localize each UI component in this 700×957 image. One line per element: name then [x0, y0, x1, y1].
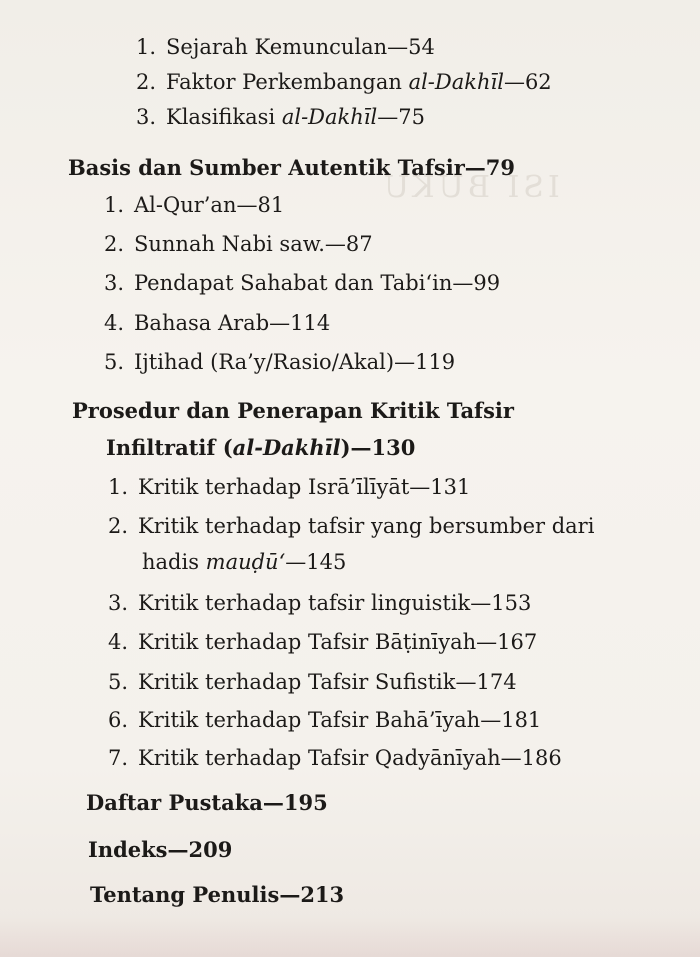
entry-text-italic: al-Dakhīl	[408, 70, 504, 94]
entry-number: 4.	[104, 311, 125, 335]
entry-text: Al-Qur’an—81	[134, 193, 285, 217]
entry-number: 2.	[108, 514, 129, 538]
entry-number: 7.	[108, 746, 129, 770]
entry-text: Kritik terhadap Tafsir Sufistik—174	[138, 670, 517, 694]
entry-page: —75	[377, 105, 425, 129]
page-edge-shadow	[0, 917, 700, 957]
heading-page: )—130	[340, 435, 416, 460]
toc-entry	[136, 69, 552, 95]
toc-entry	[136, 104, 425, 130]
entry-number: 3.	[108, 591, 129, 615]
entry-text: Bahasa Arab—114	[134, 311, 331, 335]
toc-entry	[108, 669, 517, 695]
toc-tentang-penulis: Tentang Penulis—213	[90, 882, 345, 907]
entry-text: Kritik terhadap Tafsir Bāṭinīyah—167	[138, 630, 538, 654]
section-heading-continuation	[106, 435, 415, 461]
entry-number: 6.	[108, 708, 129, 732]
section-heading: Prosedur dan Penerapan Kritik Tafsir	[72, 398, 514, 423]
entry-number: 2.	[104, 232, 125, 256]
entry-page: —62	[503, 70, 552, 94]
entry-number: 1.	[108, 475, 129, 499]
entry-text: Ijtihad (Ra’y/Rasio/Akal)—119	[134, 350, 456, 374]
toc-entry	[136, 34, 435, 60]
toc-entry	[108, 513, 594, 539]
entry-text: Kritik terhadap tafsir yang bersumber dari	[138, 514, 595, 538]
entry-number: 5.	[104, 350, 125, 374]
toc-daftar-pustaka: Daftar Pustaka—195	[86, 790, 328, 815]
entry-text: Sunnah Nabi saw.—87	[134, 232, 373, 256]
heading-text-italic: al-Dakhīl	[232, 435, 341, 460]
entry-text: hadis	[142, 550, 206, 574]
toc-entry	[104, 192, 284, 218]
toc-entry	[104, 310, 330, 336]
heading-text: Infiltratif (	[106, 435, 233, 460]
entry-number: 2.	[136, 70, 157, 94]
toc-indeks: Indeks—209	[88, 837, 233, 862]
toc-entry	[108, 474, 470, 500]
section-heading: Basis dan Sumber Autentik Tafsir—79	[68, 155, 516, 180]
entry-text: Faktor Perkembangan	[166, 70, 409, 94]
entry-number: 3.	[136, 105, 157, 129]
entry-number: 3.	[104, 271, 125, 295]
entry-text-italic: mauḍū‘	[205, 550, 286, 574]
bleed-through-decoration: ISI BUKU	[380, 170, 560, 205]
entry-text: Kritik terhadap Tafsir Bahā’īyah—181	[138, 708, 542, 732]
toc-entry	[108, 629, 537, 655]
entry-text: Kritik terhadap Tafsir Qadyānīyah—186	[138, 746, 562, 770]
toc-entry-continuation	[142, 549, 346, 575]
toc-entry	[104, 231, 373, 257]
entry-text: Klasifikasi	[166, 105, 282, 129]
entry-text: Kritik terhadap Isrā’īlīyāt—131	[138, 475, 471, 499]
entry-text-italic: al-Dakhīl	[281, 105, 378, 129]
toc-entry	[108, 590, 531, 616]
entry-number: 1.	[136, 35, 157, 59]
entry-number: 5.	[108, 670, 129, 694]
entry-number: 1.	[104, 193, 125, 217]
toc-entry	[108, 707, 541, 733]
toc-entry	[104, 349, 455, 375]
entry-number: 4.	[108, 630, 129, 654]
entry-text: Sejarah Kemunculan—54	[166, 35, 435, 59]
toc-entry	[108, 745, 562, 771]
entry-text: Pendapat Sahabat dan Tabi‘in—99	[134, 271, 501, 295]
entry-text: Kritik terhadap tafsir linguistik—153	[138, 591, 532, 615]
toc-entry	[104, 270, 500, 296]
entry-page: —145	[285, 550, 347, 574]
